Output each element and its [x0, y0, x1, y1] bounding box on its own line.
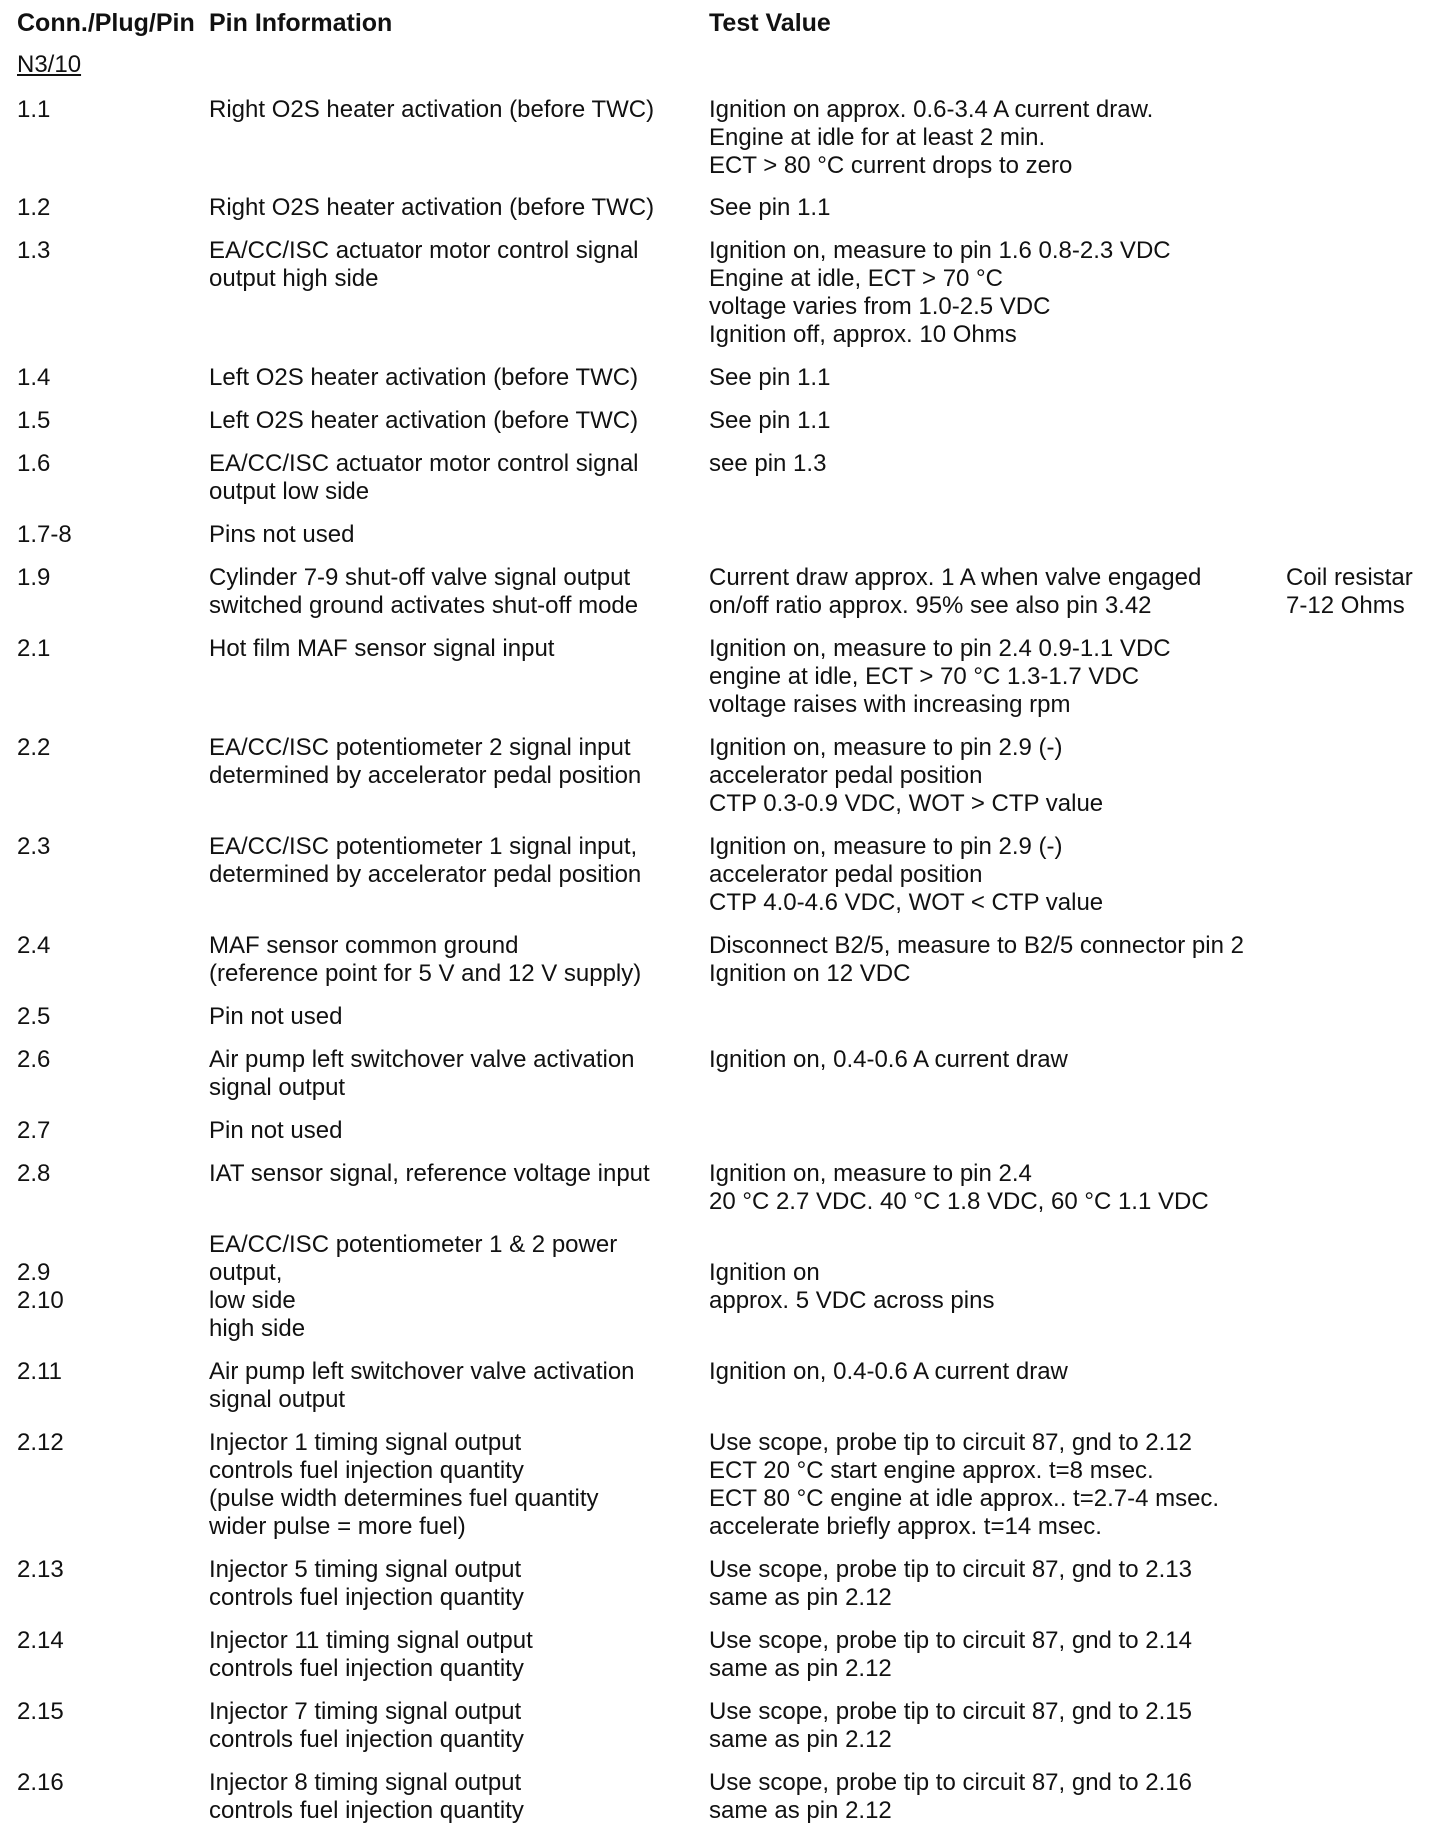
- pin-cell: 2.8: [17, 1160, 51, 1187]
- pin-cell: 2.14: [17, 1627, 64, 1654]
- info-cell: EA/CC/ISC actuator motor control signal output low side: [209, 450, 639, 505]
- pin-cell: 2.11: [17, 1358, 62, 1385]
- pin-cell: 2.9 2.10: [17, 1259, 64, 1314]
- info-cell: Left O2S heater activation (before TWC): [209, 364, 639, 391]
- header-info: Pin Information: [209, 9, 393, 37]
- pin-cell: 2.16: [17, 1769, 64, 1796]
- test-cell: See pin 1.1: [709, 407, 831, 434]
- test-cell: See pin 1.1: [709, 194, 831, 221]
- pin-cell: 1.5: [17, 407, 51, 434]
- section-label: N3/10: [17, 51, 82, 78]
- info-cell: MAF sensor common ground (reference point for 5 V and 12 V supply): [209, 932, 642, 987]
- info-cell: Injector 8 timing signal output controls fuel injection quantity: [209, 1769, 524, 1824]
- test-cell: Ignition on approx. 0.6-3.4 A current draw. Engine at idle for at least 2 min. ECT > 80 °C current drops to zero: [709, 96, 1154, 179]
- pin-cell: 2.7: [17, 1117, 51, 1144]
- pin-cell: 2.5: [17, 1003, 51, 1030]
- test-cell: Ignition on, measure to pin 2.9 (-) accelerator pedal position CTP 0.3-0.9 VDC, WOT > CTP value: [709, 734, 1104, 817]
- info-cell: Injector 1 timing signal output controls fuel injection quantity (pulse width determines fuel quantity wider pulse = more fuel): [209, 1429, 599, 1540]
- pin-cell: 2.15: [17, 1698, 64, 1725]
- info-cell: EA/CC/ISC actuator motor control signal output high side: [209, 237, 639, 292]
- note-cell: Coil resistar 7-12 Ohms: [1286, 564, 1413, 619]
- pin-cell: 2.4: [17, 932, 51, 959]
- pin-cell: 1.2: [17, 194, 51, 221]
- test-cell: Ignition on, 0.4-0.6 A current draw: [709, 1358, 1068, 1385]
- test-cell: Ignition on approx. 5 VDC across pins: [709, 1259, 995, 1314]
- test-cell: See pin 1.1: [709, 364, 831, 391]
- test-cell: Ignition on, 0.4-0.6 A current draw: [709, 1046, 1068, 1073]
- info-cell: EA/CC/ISC potentiometer 1 & 2 power output, low side high side: [209, 1231, 618, 1342]
- pin-cell: 1.3: [17, 237, 51, 264]
- pin-cell: 1.1: [17, 96, 51, 123]
- pin-cell: 2.3: [17, 833, 51, 860]
- info-cell: Pins not used: [209, 521, 355, 548]
- info-cell: Pin not used: [209, 1003, 343, 1030]
- info-cell: Air pump left switchover valve activation signal output: [209, 1358, 635, 1413]
- test-cell: Ignition on, measure to pin 2.4 20 °C 2.7 VDC. 40 °C 1.8 VDC, 60 °C 1.1 VDC: [709, 1160, 1209, 1215]
- info-cell: Right O2S heater activation (before TWC): [209, 96, 655, 123]
- info-cell: Right O2S heater activation (before TWC): [209, 194, 655, 221]
- test-cell: Use scope, probe tip to circuit 87, gnd to 2.12 ECT 20 °C start engine approx. t=8 msec. ECT 80 °C engine at idle approx.. t=2.7-4 msec. accelerate briefly approx. t=14 msec.: [709, 1429, 1220, 1540]
- pin-cell: 1.7-8: [17, 521, 72, 548]
- info-cell: Injector 11 timing signal output controls fuel injection quantity: [209, 1627, 533, 1682]
- info-cell: Air pump left switchover valve activation signal output: [209, 1046, 635, 1101]
- info-cell: Left O2S heater activation (before TWC): [209, 407, 639, 434]
- test-cell: Use scope, probe tip to circuit 87, gnd to 2.14 same as pin 2.12: [709, 1627, 1192, 1682]
- info-cell: Injector 7 timing signal output controls fuel injection quantity: [209, 1698, 524, 1753]
- test-cell: Ignition on, measure to pin 2.4 0.9-1.1 VDC engine at idle, ECT > 70 °C 1.3-1.7 VDC voltage raises with increasing rpm: [709, 635, 1171, 718]
- pin-cell: 1.6: [17, 450, 51, 477]
- pin-cell: 2.13: [17, 1556, 64, 1583]
- pin-cell: 1.4: [17, 364, 51, 391]
- pin-cell: 2.6: [17, 1046, 51, 1073]
- test-cell: Ignition on, measure to pin 2.9 (-) accelerator pedal position CTP 4.0-4.6 VDC, WOT < CTP value: [709, 833, 1104, 916]
- pin-cell: 2.12: [17, 1429, 64, 1456]
- info-cell: Pin not used: [209, 1117, 343, 1144]
- info-cell: Cylinder 7-9 shut-off valve signal output switched ground activates shut-off mode: [209, 564, 639, 619]
- info-cell: IAT sensor signal, reference voltage input: [209, 1160, 650, 1187]
- info-cell: Injector 5 timing signal output controls fuel injection quantity: [209, 1556, 524, 1611]
- info-cell: EA/CC/ISC potentiometer 2 signal input determined by accelerator pedal position: [209, 734, 642, 789]
- test-cell: Use scope, probe tip to circuit 87, gnd to 2.16 same as pin 2.12: [709, 1769, 1192, 1824]
- pin-cell: 1.9: [17, 564, 51, 591]
- test-cell: Current draw approx. 1 A when valve engaged on/off ratio approx. 95% see also pin 3.42: [709, 564, 1202, 619]
- test-cell: Use scope, probe tip to circuit 87, gnd to 2.15 same as pin 2.12: [709, 1698, 1192, 1753]
- header-pin: Conn./Plug/Pin: [17, 9, 195, 37]
- info-cell: Hot film MAF sensor signal input: [209, 635, 555, 662]
- header-test: Test Value: [709, 9, 831, 37]
- pin-cell: 2.2: [17, 734, 51, 761]
- test-cell: Use scope, probe tip to circuit 87, gnd to 2.13 same as pin 2.12: [709, 1556, 1192, 1611]
- pin-cell: 2.1: [17, 635, 51, 662]
- test-cell: Ignition on, measure to pin 1.6 0.8-2.3 VDC Engine at idle, ECT > 70 °C voltage varies from 1.0-2.5 VDC Ignition off, approx. 10 Ohms: [709, 237, 1171, 348]
- info-cell: EA/CC/ISC potentiometer 1 signal input, determined by accelerator pedal position: [209, 833, 642, 888]
- test-cell: Disconnect B2/5, measure to B2/5 connector pin 2 Ignition on 12 VDC: [709, 932, 1244, 987]
- test-cell: see pin 1.3: [709, 450, 827, 477]
